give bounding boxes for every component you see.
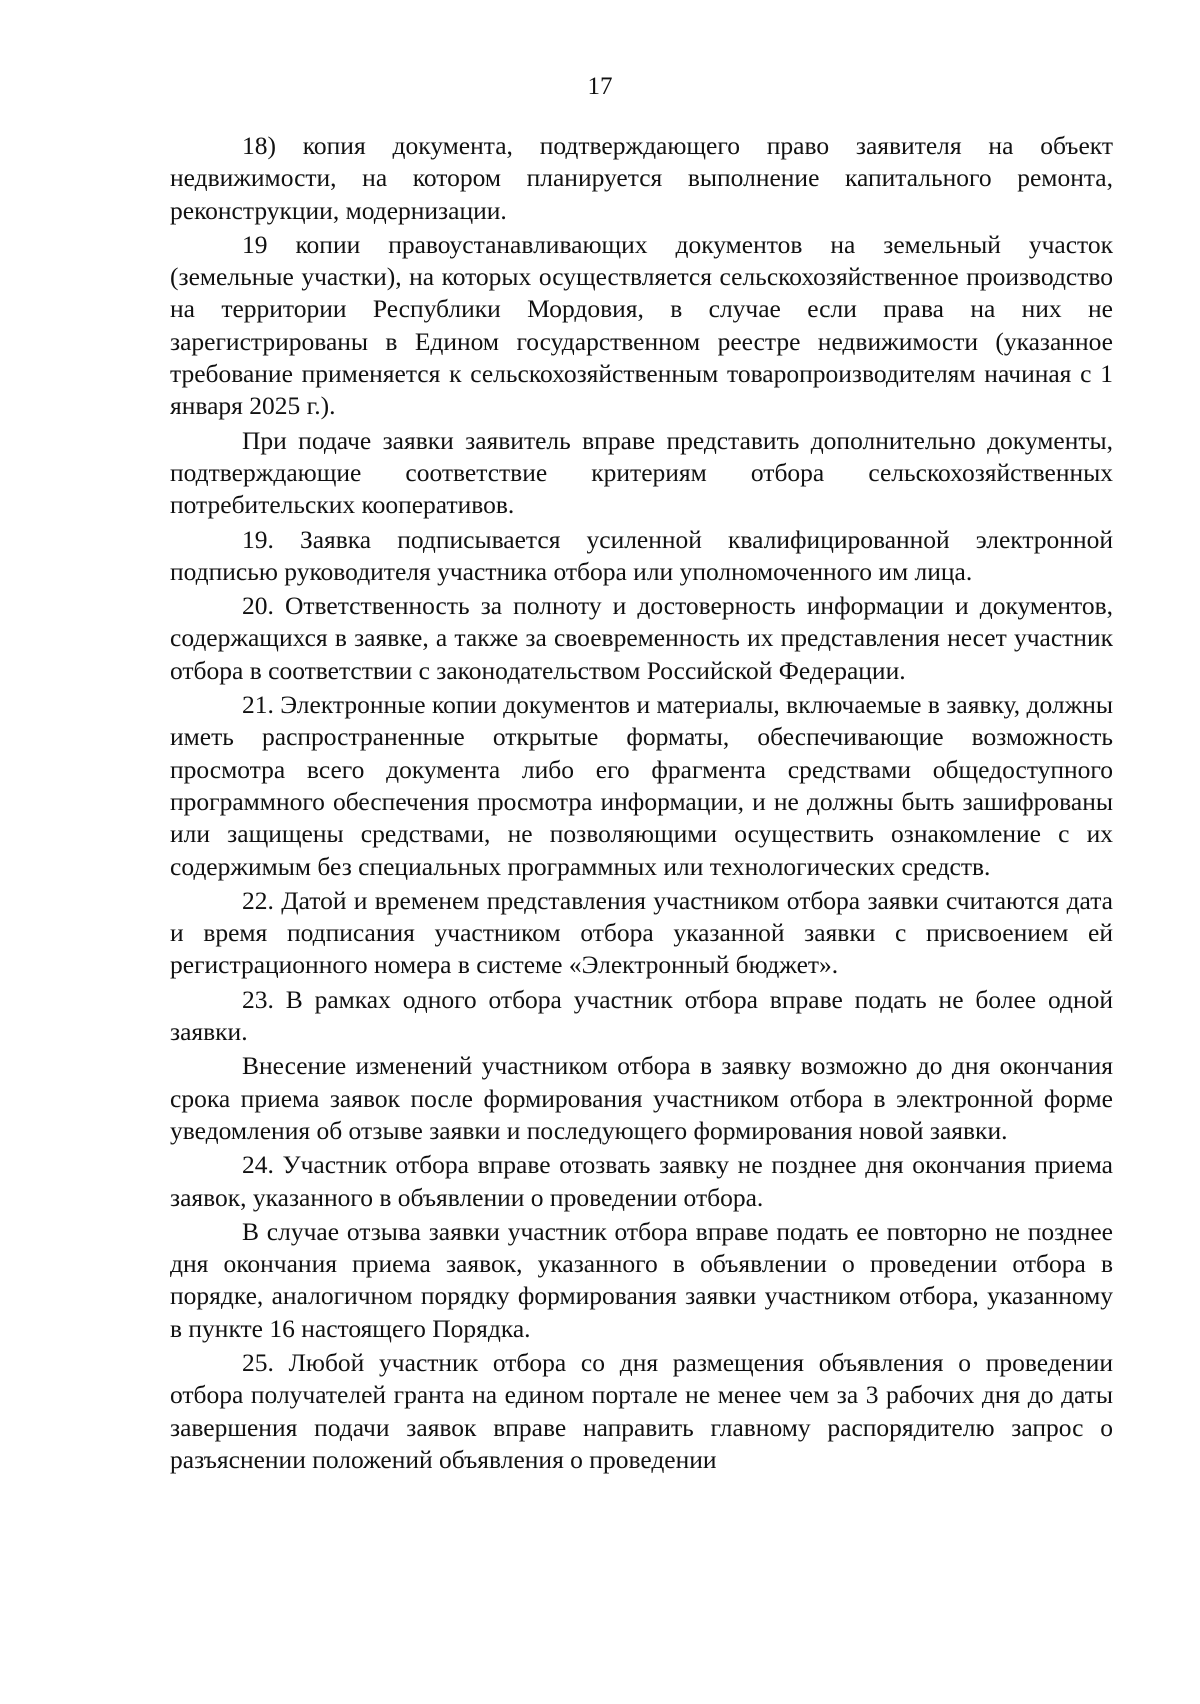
paragraph-clause-20: 20. Ответственность за полноту и достоверность информации и документов, содержащихся в заявке, а также за своевременность их представления несет участник отбора в соответствии с законодательством Российской Федерации. bbox=[170, 591, 1113, 685]
paragraph-clause-22: 22. Датой и временем представления участником отбора заявки считаются дата и время подписания участником отбора указанной заявки с присвоением ей регистрационного номера в системе «Электронный бюджет». bbox=[170, 885, 1113, 980]
paragraph-clause-19: 19. Заявка подписывается усиленной квалифицированной электронной подписью руководителя участника отбора или уполномоченного им лица. bbox=[170, 524, 1113, 586]
paragraph-clause-24: 24. Участник отбора вправе отозвать заявку не позднее дня окончания приема заявок, указанного в объявлении о проведении отбора. bbox=[170, 1150, 1113, 1212]
paragraph-amendments: Внесение изменений участником отбора в заявку возможно до дня окончания срока приема заявок после формирования участником отбора в электронной форме уведомления об отзыве заявки и последующего формирования новой заявки. bbox=[170, 1051, 1113, 1145]
paragraph-clause-25: 25. Любой участник отбора со дня размещения объявления о проведении отбора получателей гранта на едином портале не менее чем за 3 рабочих дня до даты завершения подачи заявок вправе направить главному распорядителю запрос о разъяснении положений объявления о проведении bbox=[170, 1347, 1113, 1474]
paragraph-clause-23: 23. В рамках одного отбора участник отбора вправе подать не более одной заявки. bbox=[170, 984, 1113, 1047]
paragraph-clause-21: 21. Электронные копии документов и материалы, включаемые в заявку, должны иметь распространенные открытые форматы, обеспечивающие возможность просмотра всего документа либо его фрагмента средствами общедоступного программного обеспечения просмотра информации, и не должны быть зашифрованы или защищены средствами, не позволяющими осуществить ознакомление с их содержимым без специальных программных или технологических средств. bbox=[170, 690, 1113, 881]
paragraph-additional-documents: При подаче заявки заявитель вправе представить дополнительно документы, подтверждающие соответствие критериям отбора сельскохозяйственных потребительских кооперативов. bbox=[170, 425, 1113, 520]
paragraph-item-19-land-documents: 19 копии правоустанавливающих документов на земельный участок (земельные участки), на которых осуществляется сельскохозяйственное производство на территории Республики Мордовия, в случае если права на них не зарегистрированы в Едином государственном реестре недвижимости (указанное требование применяется к сельскохозяйственным товаропроизводителям начиная с 1 января 2025 г.). bbox=[170, 229, 1113, 421]
paragraph-item-18-copy: 18) копия документа, подтверждающего право заявителя на объект недвижимости, на котором планируется выполнение капитального ремонта, реконструкции, модернизации. bbox=[170, 131, 1113, 225]
paragraph-resubmission: В случае отзыва заявки участник отбора вправе подать ее повторно не позднее дня окончания приема заявок, указанного в объявлении о проведении отбора в порядке, аналогичном порядку формирования заявки участником отбора, указанному в пункте 16 настоящего Порядка. bbox=[170, 1216, 1113, 1343]
page-number: 17 bbox=[587, 73, 613, 100]
document-body bbox=[170, 130, 1113, 1478]
